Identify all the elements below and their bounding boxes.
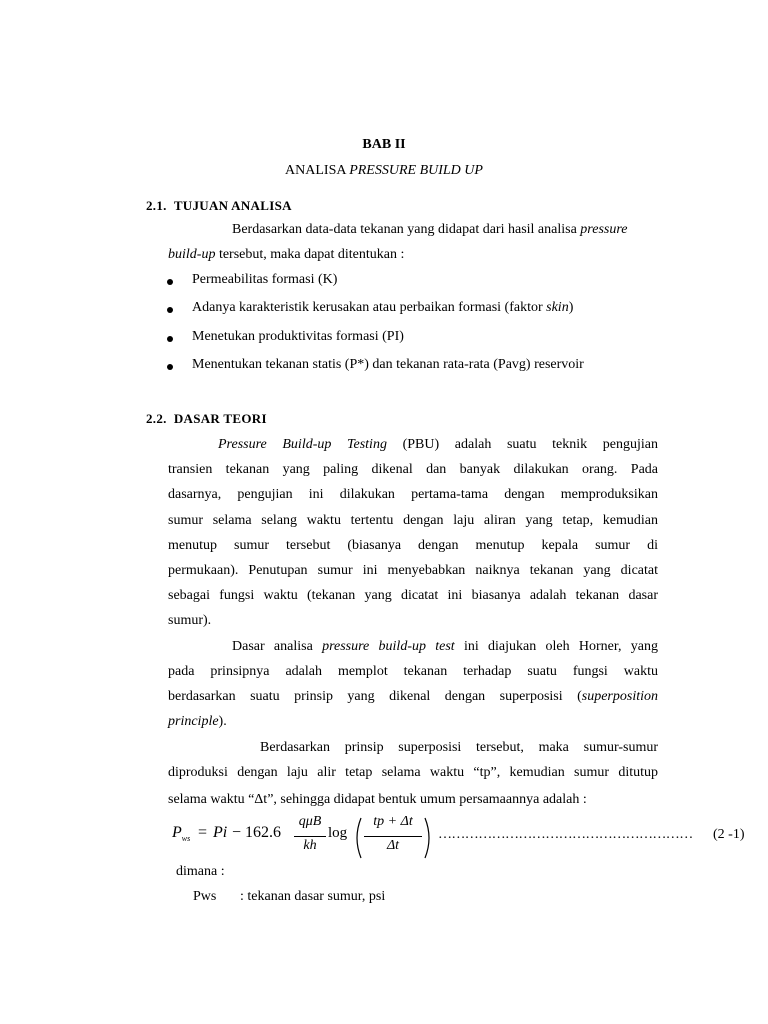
paragraph1-line: sumur selama selang waktu tertentu dengan laju aliran yang tetap, kemudian: [168, 513, 658, 528]
paragraph1-line: transien tekanan yang paling dikenal dan banyak dilakukan orang. Pada: [168, 462, 658, 477]
section1-intro-line1: Berdasarkan data-data tekanan yang didapat dari hasil analisa pressure: [232, 222, 628, 237]
equation-number: (2 -1): [713, 827, 745, 842]
bullet-item: Adanya karakteristik kerusakan atau perbaikan formasi (faktor skin): [192, 300, 574, 315]
chapter-title: BAB II: [362, 137, 406, 152]
equation-log: log: [328, 825, 348, 841]
paragraph2-line: pada prinsipnya adalah memplot tekanan terhadap suatu fungsi waktu: [168, 664, 658, 679]
paragraph1-line: Pressure Build-up Testing (PBU) adalah suatu teknik pengujian: [218, 437, 658, 452]
bullet-item: Menetukan produktivitas formasi (PI): [192, 329, 404, 344]
paragraph2-line: Dasar analisa pressure build-up test ini diajukan oleh Horner, yang: [232, 639, 658, 654]
fraction2-bar: [364, 836, 422, 837]
section1-intro-line2: build-up tersebut, maka dapat ditentukan :: [168, 247, 405, 262]
equation-constant: − 162.6: [232, 824, 282, 841]
fraction2-numerator: tp + Δt: [373, 814, 413, 829]
equation-dots: …………………………………………………: [438, 827, 693, 842]
fraction1-numerator: qμB: [298, 814, 322, 829]
where-label: dimana :: [176, 864, 225, 879]
bullet-item: Menentukan tekanan statis (P*) dan tekanan rata-rata (Pavg) reservoir: [192, 357, 584, 372]
section-heading-2-2: 2.2. DASAR TEORI: [146, 411, 267, 426]
bullet-icon: [167, 364, 173, 370]
equation-pi: Pi: [213, 824, 228, 841]
section-heading-2-1: 2.1. TUJUAN ANALISA: [146, 198, 292, 213]
where-description: : tekanan dasar sumur, psi: [240, 889, 386, 904]
paragraph2-line: principle).: [168, 714, 227, 729]
paragraph2-line: berdasarkan suatu prinsip yang dikenal dengan superposisi (superposition: [168, 689, 658, 704]
paragraph3-line: Berdasarkan prinsip superposisi tersebut, maka sumur-sumur: [260, 740, 658, 755]
bullet-icon: [167, 307, 173, 313]
equation-2-1: [0, 814, 768, 862]
fraction1-bar: [294, 836, 326, 837]
equation-equals: =: [198, 824, 208, 841]
bullet-icon: [167, 279, 173, 285]
fraction2-denominator: Δt: [386, 838, 400, 853]
fraction1-denominator: kh: [303, 838, 317, 853]
paragraph1-line: dasarnya, pengujian ini dilakukan pertama-tama dengan memproduksikan: [168, 487, 658, 502]
paragraph1-line: permukaan). Penutupan sumur ini menyebabkan naiknya tekanan yang dicatat: [168, 563, 658, 578]
paragraph1-line: sebagai fungsi waktu (tekanan yang dicatat ini biasanya adalah tekanan dasar: [168, 588, 658, 603]
paragraph3-line: selama waktu “Δt”, sehingga didapat bentuk umum persamaannya adalah :: [168, 792, 587, 807]
bullet-item: Permeabilitas formasi (K): [192, 272, 338, 287]
where-term: Pws: [193, 889, 217, 904]
paragraph1-line: menutup sumur tersebut (biasanya dengan menutup kepala sumur di: [168, 538, 658, 553]
equation-lhs: $P_{ws}$: [172, 824, 191, 844]
paragraph1-line: sumur).: [168, 613, 212, 628]
bullet-icon: [167, 336, 173, 342]
paragraph3-line: diproduksi dengan laju alir tetap selama waktu “tp”, kemudian sumur ditutup: [168, 765, 658, 780]
chapter-subtitle: ANALISA PRESSURE BUILD UP: [285, 163, 483, 178]
